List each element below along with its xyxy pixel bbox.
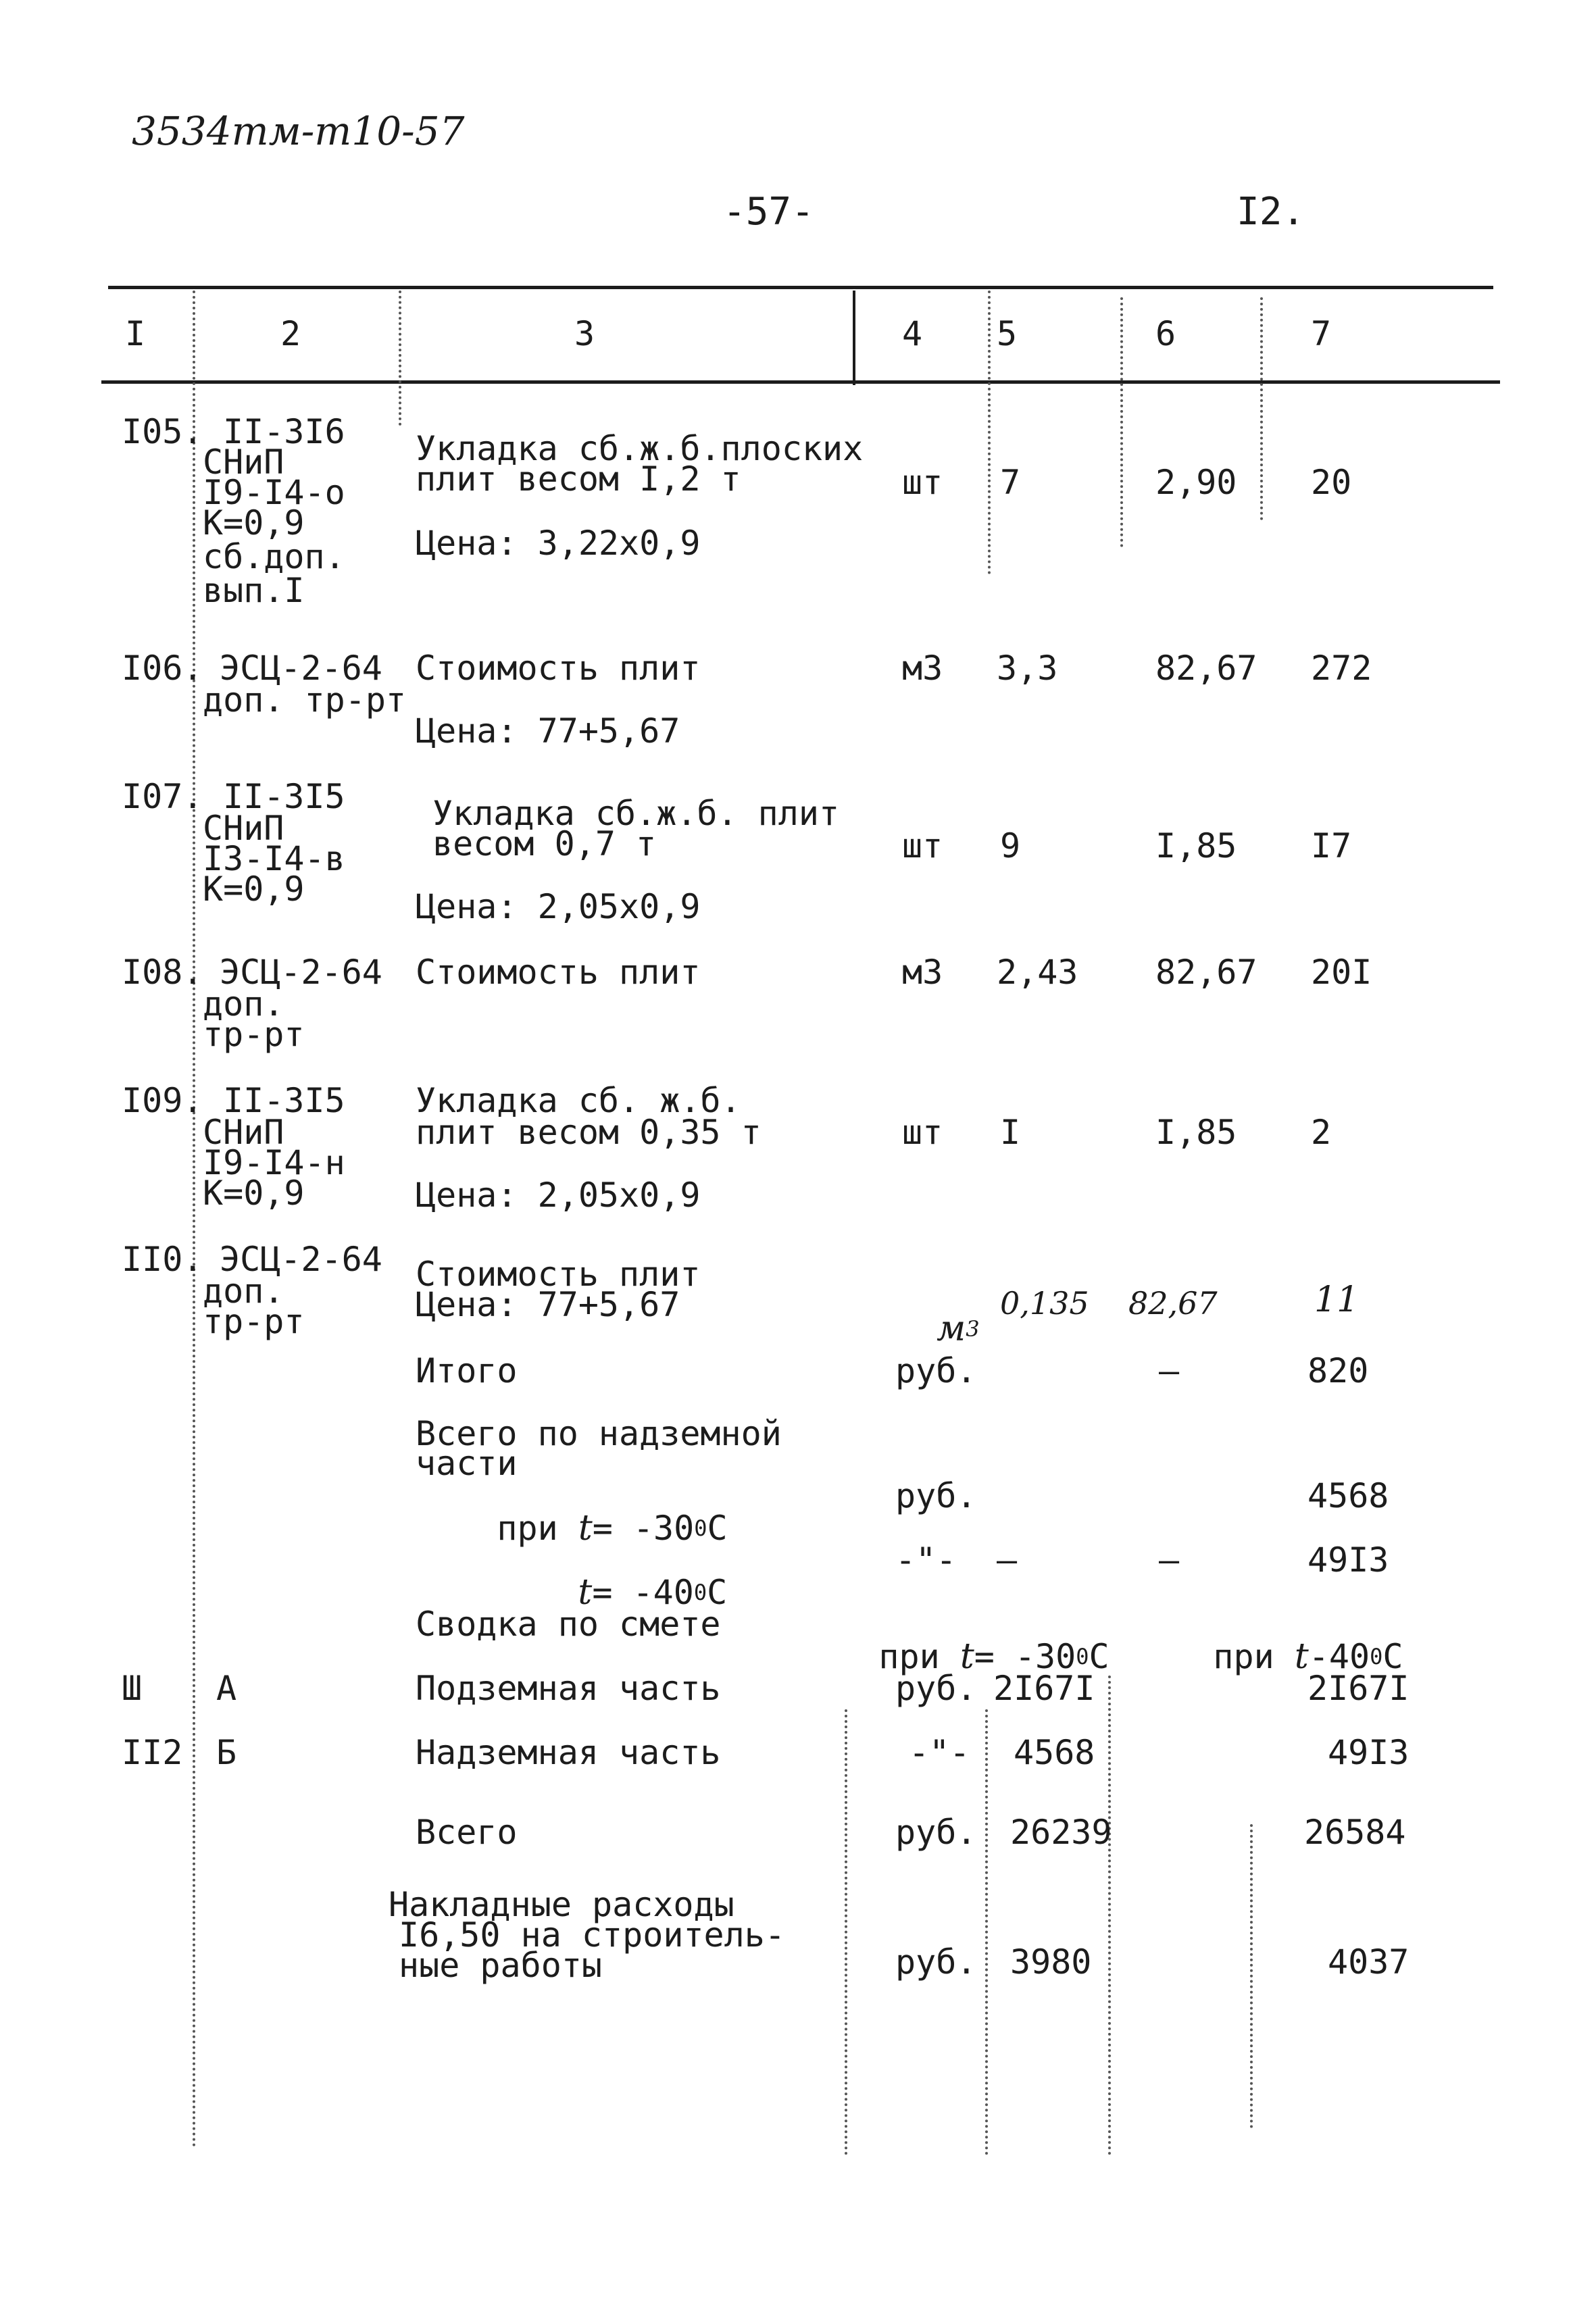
col-header-1: I [125, 314, 146, 353]
row-ref: ЭСЦ-2-64 [220, 953, 382, 992]
row-description: плит весом 0,35 т [416, 1113, 762, 1152]
temperature-symbol: t [578, 1572, 593, 1613]
subtotal-unit: руб. [895, 1351, 977, 1390]
celsius-label: С [707, 1573, 728, 1612]
at-label: при [1213, 1637, 1274, 1676]
table-top-rule [108, 286, 1493, 289]
row-qty: I [1000, 1113, 1021, 1152]
summary-label: ные работы [399, 1946, 603, 1985]
row-ref: I9-I4-о [203, 473, 345, 512]
row-sum: 2 [1311, 1113, 1332, 1152]
summary-label: Надземная часть [416, 1733, 721, 1772]
summary-value-40: 4037 [1328, 1942, 1410, 1982]
col-separator-5b [1108, 1676, 1111, 2155]
sheet-number: I2. [1237, 190, 1305, 234]
row-ref: К=0,9 [203, 1174, 305, 1213]
celsius-label: С [1382, 1637, 1403, 1676]
row-qty: 0,135 [1000, 1285, 1089, 1322]
row-rate: 82,67 [1155, 649, 1257, 688]
summary-number: Ш [122, 1669, 143, 1708]
header-bottom-rule [101, 380, 1500, 384]
row-rate: I,85 [1155, 826, 1237, 865]
col-separator-1 [193, 291, 195, 2148]
row-unit: шт [902, 1113, 943, 1152]
row-description: Стоимость плит [416, 649, 701, 688]
summary-unit: руб. [895, 1813, 977, 1852]
temperature-symbol: t [578, 1508, 593, 1549]
row-price: Цена: 2,05х0,9 [416, 887, 701, 926]
col-header-2: 2 [280, 314, 301, 353]
row-price: Цена: 3,22х0,9 [416, 524, 701, 563]
above-ground-label: части [416, 1444, 518, 1483]
col-header-5: 5 [997, 314, 1018, 353]
temperature-value: = -30 [592, 1509, 695, 1548]
temperature-value: = -30 [974, 1637, 1076, 1676]
row-rate: 82,67 [1155, 953, 1257, 992]
col-separator-6b [1250, 1824, 1253, 2128]
degree-mark: 0 [1076, 1644, 1089, 1669]
row-description: Стоимость плит [416, 953, 701, 992]
above-ground-unit-ditto: -"- [895, 1540, 957, 1580]
row-description: Цена: 77+5,67 [416, 1285, 680, 1324]
temperature-symbol: t [959, 1636, 974, 1677]
celsius-label: С [1089, 1637, 1109, 1676]
summary-label: Подземная часть [416, 1669, 721, 1708]
row-sum: 272 [1311, 649, 1372, 688]
col-header-3: 3 [574, 314, 595, 353]
col-separator-3 [853, 291, 855, 385]
row-number: I07. [122, 777, 203, 816]
summary-value-40: 49I3 [1328, 1733, 1410, 1772]
row-description: Укладка сб.ж.б. плит [432, 794, 840, 833]
row-description: Укладка сб.ж.б.плоских [416, 429, 864, 468]
summary-unit: руб. [895, 1669, 977, 1708]
row-ref: II-3I5 [223, 1081, 345, 1120]
above-ground-dash-col6: – [1159, 1540, 1180, 1580]
row-ref: СНиП [203, 1113, 284, 1152]
row-rate: 82,67 [1128, 1285, 1218, 1322]
row-ref: К=0,9 [203, 503, 305, 543]
row-price: Цена: 77+5,67 [416, 711, 680, 751]
summary-value-30: 26239 [1010, 1813, 1112, 1852]
row-ref: СНиП [203, 809, 284, 848]
subtotal-sum: 820 [1307, 1351, 1369, 1390]
row-sum: 20I [1311, 953, 1372, 992]
summary-letter: А [216, 1669, 237, 1708]
estimate-summary-label: Сводка по смете [416, 1605, 721, 1644]
row-unit: м3 [902, 649, 943, 688]
row-unit-base: м [937, 1309, 966, 1349]
row-number: II0. [122, 1240, 203, 1279]
row-number: I06. [122, 649, 203, 688]
row-qty: 2,43 [997, 953, 1078, 992]
col-separator-6 [1260, 297, 1263, 520]
row-sum: 20 [1311, 463, 1352, 502]
degree-mark: 0 [1370, 1644, 1383, 1669]
row-qty: 3,3 [997, 649, 1058, 688]
above-ground-dash-col5: – [997, 1540, 1018, 1580]
row-unit-superscript: 3 [966, 1316, 980, 1342]
row-ref: вып.I [203, 571, 305, 610]
row-description: Стоимость плит [416, 1255, 701, 1294]
summary-unit: -"- [909, 1733, 970, 1772]
row-number: I05. [122, 412, 203, 451]
row-ref: II-3I6 [223, 412, 345, 451]
summary-letter: Б [216, 1733, 237, 1772]
col-separator-3b [845, 1709, 847, 2155]
row-ref: доп. [203, 1272, 284, 1311]
degree-mark: 0 [694, 1515, 707, 1541]
celsius-label: С [707, 1509, 728, 1548]
row-sum: 11 [1314, 1280, 1360, 1320]
subtotal-label: Итого [416, 1351, 518, 1390]
row-ref: ЭСЦ-2-64 [220, 649, 382, 688]
summary-value-30: 4568 [1014, 1733, 1095, 1772]
row-unit: м3 [902, 953, 943, 992]
row-ref: доп. [203, 984, 284, 1024]
summary-label: I6,50 на строитель- [399, 1915, 785, 1955]
row-sum: I7 [1311, 826, 1352, 865]
row-ref: СНиП [203, 443, 284, 482]
at-label: при [497, 1509, 558, 1548]
summary-label: Накладные расходы [389, 1885, 734, 1924]
summary-number: II2 [122, 1733, 183, 1772]
row-ref: тр-рт [203, 1015, 305, 1054]
row-ref: I3-I4-в [203, 839, 345, 878]
summary-label: Всего [416, 1813, 518, 1852]
row-rate: 2,90 [1155, 463, 1237, 502]
degree-mark: 0 [693, 1580, 707, 1605]
summary-value-40: 2I67I [1307, 1669, 1410, 1708]
temperature-value: -40 [1308, 1637, 1370, 1676]
row-ref: ЭСЦ-2-64 [220, 1240, 382, 1279]
col-separator-5 [1120, 297, 1123, 547]
col-separator-2 [399, 291, 401, 426]
above-ground-sum-40: 49I3 [1307, 1540, 1389, 1580]
above-ground-unit: руб. [895, 1476, 977, 1515]
above-ground-sum-30: 4568 [1307, 1476, 1389, 1515]
row-price: Цена: 2,05х0,9 [416, 1176, 701, 1215]
row-description: весом 0,7 т [432, 824, 657, 863]
row-qty: 7 [1000, 463, 1021, 502]
row-description: Укладка сб. ж.б. [416, 1081, 741, 1120]
temperature-symbol: t [1294, 1636, 1309, 1677]
col-separator-4 [988, 291, 991, 574]
summary-value-30: 3980 [1010, 1942, 1092, 1982]
summary-value-30: 2I67I [993, 1669, 1095, 1708]
page-number: -57- [723, 190, 814, 234]
row-qty: 9 [1000, 826, 1021, 865]
row-rate: I,85 [1155, 1113, 1237, 1152]
col-header-7: 7 [1311, 314, 1332, 353]
row-ref: тр-рт [203, 1302, 305, 1341]
row-ref: сб.доп. [203, 537, 345, 576]
col-separator-4b [985, 1709, 988, 2155]
subtotal-rate: – [1159, 1351, 1180, 1390]
row-unit: шт [902, 463, 943, 502]
row-unit: шт [902, 826, 943, 865]
row-ref: доп. тр-рт [203, 680, 407, 720]
document-code: 3534тм-т10-57 [132, 108, 465, 154]
row-ref: II-3I5 [223, 777, 345, 816]
at-label: при [878, 1637, 940, 1676]
col-header-6: 6 [1155, 314, 1176, 353]
temperature-value: = -40 [592, 1573, 694, 1612]
row-ref: I9-I4-н [203, 1143, 345, 1182]
row-description: плит весом I,2 т [416, 459, 741, 499]
col-header-4: 4 [902, 314, 923, 353]
above-ground-label: Всего по надземной [416, 1414, 782, 1453]
row-number: I09. [122, 1081, 203, 1120]
row-ref: К=0,9 [203, 870, 305, 909]
summary-value-40: 26584 [1304, 1813, 1406, 1852]
summary-unit: руб. [895, 1942, 977, 1982]
row-number: I08. [122, 953, 203, 992]
